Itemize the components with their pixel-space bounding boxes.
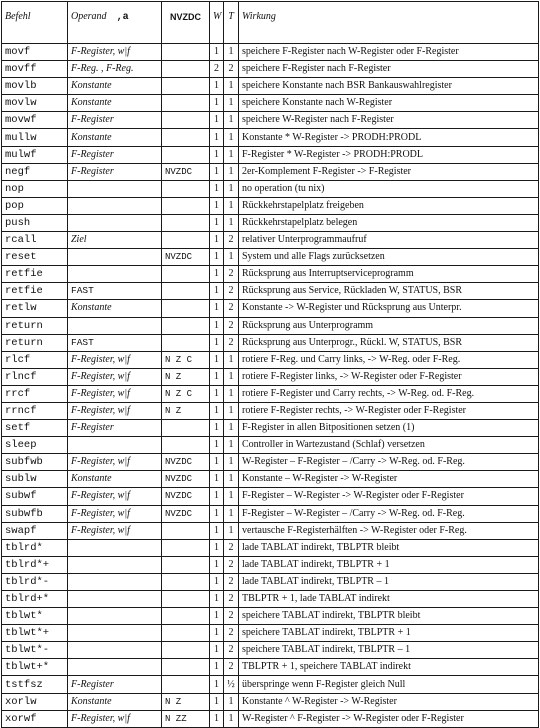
- cycles-cell: 1: [224, 368, 239, 385]
- mnemonic-cell: retfie: [2, 266, 68, 283]
- operand-cell: F-Register: [68, 676, 162, 693]
- mnemonic-cell: rrncf: [2, 402, 68, 419]
- words-cell: 1: [210, 471, 224, 488]
- effect-cell: Rückkehrstapelplatz belegen: [239, 214, 539, 231]
- table-row: [2, 608, 539, 625]
- mnemonic-cell: mulwf: [2, 146, 68, 163]
- words-cell: 1: [210, 676, 224, 693]
- flags-cell: [162, 180, 210, 197]
- cycles-cell: 1: [224, 454, 239, 471]
- operand-cell: F-Register: [68, 112, 162, 129]
- effect-cell: W-Register ^ F-Register -> W-Register oder F-Register: [239, 710, 539, 727]
- words-cell: 1: [210, 249, 224, 266]
- cycles-cell: ½: [224, 676, 239, 693]
- cycles-cell: 2: [224, 334, 239, 351]
- effect-cell: Controller in Wartezustand (Schlaf) versetzen: [239, 437, 539, 454]
- operand-cell: F-Register, w|f: [68, 351, 162, 368]
- mnemonic-cell: sleep: [2, 437, 68, 454]
- cycles-cell: 1: [224, 351, 239, 368]
- effect-cell: System und alle Flags zurücksetzen: [239, 249, 539, 266]
- cycles-cell: 2: [224, 300, 239, 317]
- cycles-cell: 1: [224, 180, 239, 197]
- flags-cell: [162, 522, 210, 539]
- mnemonic-cell: return: [2, 334, 68, 351]
- operand-cell: [68, 573, 162, 590]
- effect-cell: Konstante -> W-Register und Rücksprung aus Unterpr.: [239, 300, 539, 317]
- effect-cell: lade TABLAT indirekt, TBLPTR bleibt: [239, 539, 539, 556]
- flags-cell: N ZZ: [162, 710, 210, 727]
- cycles-cell: 2: [224, 539, 239, 556]
- effect-cell: F-Register * W-Register -> PRODH:PRODL: [239, 146, 539, 163]
- operand-cell: [68, 249, 162, 266]
- mnemonic-cell: sublw: [2, 471, 68, 488]
- mnemonic-cell: retfie: [2, 283, 68, 300]
- operand-cell: F-Register: [68, 420, 162, 437]
- header-words: W: [210, 2, 224, 44]
- mnemonic-cell: retlw: [2, 300, 68, 317]
- operand-cell: FAST: [68, 283, 162, 300]
- table-row: [2, 78, 539, 95]
- operand-cell: FAST: [68, 334, 162, 351]
- operand-cell: [68, 591, 162, 608]
- operand-cell: [68, 539, 162, 556]
- cycles-cell: 2: [224, 625, 239, 642]
- words-cell: 1: [210, 300, 224, 317]
- mnemonic-cell: swapf: [2, 522, 68, 539]
- cycles-cell: 1: [224, 146, 239, 163]
- operand-cell: F-Register: [68, 163, 162, 180]
- flags-cell: [162, 676, 210, 693]
- mnemonic-cell: tblrd*: [2, 539, 68, 556]
- operand-cell: F-Register, w|f: [68, 454, 162, 471]
- flags-cell: [162, 300, 210, 317]
- effect-cell: no operation (tu nix): [239, 180, 539, 197]
- mnemonic-cell: tblwt*-: [2, 642, 68, 659]
- flags-cell: [162, 556, 210, 573]
- cycles-cell: 2: [224, 591, 239, 608]
- table-row: [2, 61, 539, 78]
- effect-cell: speichere Konstante nach BSR Bankauswahlregister: [239, 78, 539, 95]
- operand-cell: Konstante: [68, 129, 162, 146]
- cycles-cell: 1: [224, 505, 239, 522]
- words-cell: 1: [210, 522, 224, 539]
- table-row: [2, 693, 539, 710]
- operand-cell: F-Register, w|f: [68, 368, 162, 385]
- header-row: [2, 2, 539, 44]
- mnemonic-cell: nop: [2, 180, 68, 197]
- instruction-table: [1, 1, 539, 728]
- flags-cell: [162, 437, 210, 454]
- effect-cell: F-Register in allen Bitpositionen setzen (1): [239, 420, 539, 437]
- cycles-cell: 1: [224, 693, 239, 710]
- header-wirkung: Wirkung: [239, 2, 539, 44]
- flags-cell: N Z C: [162, 385, 210, 402]
- table-row: [2, 146, 539, 163]
- table-row: [2, 710, 539, 727]
- cycles-cell: 2: [224, 642, 239, 659]
- table-row: [2, 351, 539, 368]
- words-cell: 1: [210, 180, 224, 197]
- effect-cell: Rücksprung aus Service, Rückladen W, STATUS, BSR: [239, 283, 539, 300]
- words-cell: 1: [210, 129, 224, 146]
- words-cell: 1: [210, 539, 224, 556]
- words-cell: 1: [210, 505, 224, 522]
- cycles-cell: 1: [224, 95, 239, 112]
- effect-cell: TBLPTR + 1, speichere TABLAT indirekt: [239, 659, 539, 676]
- effect-cell: speichere TABLAT indirekt, TBLPTR bleibt: [239, 608, 539, 625]
- header-befehl: Befehl: [2, 2, 68, 44]
- mnemonic-cell: tblwt+*: [2, 659, 68, 676]
- cycles-cell: 1: [224, 488, 239, 505]
- table-row: [2, 44, 539, 61]
- words-cell: 1: [210, 232, 224, 249]
- header-flags: NVZDC: [162, 2, 210, 44]
- table-row: [2, 300, 539, 317]
- table-row: [2, 402, 539, 419]
- cycles-cell: 2: [224, 573, 239, 590]
- cycles-cell: 2: [224, 317, 239, 334]
- cycles-cell: 1: [224, 471, 239, 488]
- effect-cell: rotiere F-Register und Carry rechts, -> W-Reg. od. F-Reg.: [239, 385, 539, 402]
- mnemonic-cell: subfwb: [2, 454, 68, 471]
- words-cell: 1: [210, 146, 224, 163]
- effect-cell: relativer Unterprogrammaufruf: [239, 232, 539, 249]
- flags-cell: NVZDC: [162, 505, 210, 522]
- effect-cell: rotiere F-Reg. und Carry links, -> W-Reg. oder F-Reg.: [239, 351, 539, 368]
- effect-cell: F-Register – W-Register – /Carry -> W-Reg. od. F-Reg.: [239, 505, 539, 522]
- table-row: [2, 197, 539, 214]
- words-cell: 1: [210, 78, 224, 95]
- cycles-cell: 1: [224, 710, 239, 727]
- table-row: [2, 420, 539, 437]
- header-operand: [68, 2, 162, 44]
- words-cell: 1: [210, 710, 224, 727]
- operand-cell: [68, 197, 162, 214]
- mnemonic-cell: tblwt*: [2, 608, 68, 625]
- table-row: [2, 522, 539, 539]
- mnemonic-cell: reset: [2, 249, 68, 266]
- table-row: [2, 625, 539, 642]
- mnemonic-cell: tblrd*+: [2, 556, 68, 573]
- mnemonic-cell: pop: [2, 197, 68, 214]
- mnemonic-cell: rlcf: [2, 351, 68, 368]
- cycles-cell: 1: [224, 249, 239, 266]
- table-row: [2, 454, 539, 471]
- table-row: [2, 266, 539, 283]
- flags-cell: [162, 129, 210, 146]
- flags-cell: [162, 573, 210, 590]
- operand-cell: F-Register, w|f: [68, 488, 162, 505]
- flags-cell: [162, 112, 210, 129]
- cycles-cell: 1: [224, 129, 239, 146]
- table-row: [2, 95, 539, 112]
- flags-cell: [162, 420, 210, 437]
- table-row: [2, 556, 539, 573]
- table-row: [2, 471, 539, 488]
- flags-cell: N Z: [162, 402, 210, 419]
- flags-cell: N Z: [162, 368, 210, 385]
- operand-cell: F-Register, w|f: [68, 402, 162, 419]
- flags-cell: [162, 642, 210, 659]
- table-row: [2, 112, 539, 129]
- table-row: [2, 437, 539, 454]
- mnemonic-cell: subwf: [2, 488, 68, 505]
- mnemonic-cell: movlb: [2, 78, 68, 95]
- table-row: [2, 249, 539, 266]
- words-cell: 1: [210, 334, 224, 351]
- mnemonic-cell: subwfb: [2, 505, 68, 522]
- table-body: [2, 44, 539, 728]
- operand-cell: [68, 266, 162, 283]
- flags-cell: [162, 591, 210, 608]
- cycles-cell: 1: [224, 44, 239, 61]
- table-row: [2, 129, 539, 146]
- words-cell: 1: [210, 112, 224, 129]
- flags-cell: N Z: [162, 693, 210, 710]
- words-cell: 1: [210, 642, 224, 659]
- effect-cell: 2er-Komplement F-Register -> F-Register: [239, 163, 539, 180]
- cycles-cell: 2: [224, 659, 239, 676]
- mnemonic-cell: mullw: [2, 129, 68, 146]
- words-cell: 1: [210, 591, 224, 608]
- table-row: [2, 232, 539, 249]
- cycles-cell: 2: [224, 556, 239, 573]
- header-operand-label: Operand: [71, 11, 107, 22]
- table-row: [2, 283, 539, 300]
- mnemonic-cell: xorwf: [2, 710, 68, 727]
- effect-cell: Konstante * W-Register -> PRODH:PRODL: [239, 129, 539, 146]
- words-cell: 1: [210, 454, 224, 471]
- words-cell: 1: [210, 488, 224, 505]
- header-cycles: T: [224, 2, 239, 44]
- words-cell: 1: [210, 556, 224, 573]
- operand-cell: [68, 317, 162, 334]
- effect-cell: speichere TABLAT indirekt, TBLPTR + 1: [239, 625, 539, 642]
- effect-cell: vertausche F-Registerhälften -> W-Register oder F-Reg.: [239, 522, 539, 539]
- words-cell: 1: [210, 283, 224, 300]
- words-cell: 1: [210, 608, 224, 625]
- operand-cell: Konstante: [68, 471, 162, 488]
- flags-cell: [162, 95, 210, 112]
- words-cell: 1: [210, 163, 224, 180]
- cycles-cell: 1: [224, 197, 239, 214]
- flags-cell: [162, 232, 210, 249]
- table-row: [2, 573, 539, 590]
- words-cell: 2: [210, 61, 224, 78]
- flags-cell: [162, 197, 210, 214]
- effect-cell: Rücksprung aus Interruptserviceprogramm: [239, 266, 539, 283]
- cycles-cell: 2: [224, 608, 239, 625]
- effect-cell: speichere Konstante nach W-Register: [239, 95, 539, 112]
- table-row: [2, 163, 539, 180]
- operand-cell: [68, 625, 162, 642]
- mnemonic-cell: xorlw: [2, 693, 68, 710]
- table-row: [2, 385, 539, 402]
- operand-cell: Ziel: [68, 232, 162, 249]
- table-row: [2, 488, 539, 505]
- cycles-cell: 1: [224, 214, 239, 231]
- mnemonic-cell: movf: [2, 44, 68, 61]
- flags-cell: [162, 334, 210, 351]
- cycles-cell: 1: [224, 78, 239, 95]
- flags-cell: NVZDC: [162, 488, 210, 505]
- operand-cell: Konstante: [68, 300, 162, 317]
- cycles-cell: 2: [224, 232, 239, 249]
- effect-cell: TBLPTR + 1, lade TABLAT indirekt: [239, 591, 539, 608]
- flags-cell: [162, 146, 210, 163]
- operand-cell: [68, 437, 162, 454]
- flags-cell: [162, 625, 210, 642]
- words-cell: 1: [210, 573, 224, 590]
- effect-cell: überspringe wenn F-Register gleich Null: [239, 676, 539, 693]
- operand-cell: F-Register, w|f: [68, 710, 162, 727]
- effect-cell: speichere W-Register nach F-Register: [239, 112, 539, 129]
- flags-cell: N Z C: [162, 351, 210, 368]
- mnemonic-cell: push: [2, 214, 68, 231]
- words-cell: 1: [210, 197, 224, 214]
- mnemonic-cell: tstfsz: [2, 676, 68, 693]
- cycles-cell: 2: [224, 61, 239, 78]
- operand-cell: F-Register: [68, 146, 162, 163]
- table-row: [2, 676, 539, 693]
- words-cell: 1: [210, 317, 224, 334]
- table-row: [2, 180, 539, 197]
- cycles-cell: 1: [224, 420, 239, 437]
- operand-cell: F-Register, w|f: [68, 385, 162, 402]
- flags-cell: NVZDC: [162, 163, 210, 180]
- operand-cell: Konstante: [68, 95, 162, 112]
- effect-cell: Konstante ^ W-Register -> W-Register: [239, 693, 539, 710]
- flags-cell: [162, 659, 210, 676]
- flags-cell: [162, 78, 210, 95]
- header-access-bit: ,a: [116, 12, 129, 23]
- table-row: [2, 317, 539, 334]
- words-cell: 1: [210, 44, 224, 61]
- effect-cell: rotiere F-Register rechts, -> W-Register oder F-Register: [239, 402, 539, 419]
- effect-cell: lade TABLAT indirekt, TBLPTR + 1: [239, 556, 539, 573]
- mnemonic-cell: tblrd*-: [2, 573, 68, 590]
- words-cell: 1: [210, 437, 224, 454]
- words-cell: 1: [210, 368, 224, 385]
- operand-cell: [68, 180, 162, 197]
- operand-cell: Konstante: [68, 693, 162, 710]
- operand-cell: [68, 608, 162, 625]
- effect-cell: Konstante – W-Register -> W-Register: [239, 471, 539, 488]
- mnemonic-cell: movff: [2, 61, 68, 78]
- operand-cell: Konstante: [68, 78, 162, 95]
- words-cell: 1: [210, 95, 224, 112]
- words-cell: 1: [210, 402, 224, 419]
- words-cell: 1: [210, 266, 224, 283]
- effect-cell: lade TABLAT indirekt, TBLPTR – 1: [239, 573, 539, 590]
- flags-cell: [162, 608, 210, 625]
- words-cell: 1: [210, 214, 224, 231]
- operand-cell: [68, 556, 162, 573]
- effect-cell: W-Register – F-Register – /Carry -> W-Reg. od. F-Reg.: [239, 454, 539, 471]
- operand-cell: F-Reg. , F-Reg.: [68, 61, 162, 78]
- cycles-cell: 1: [224, 402, 239, 419]
- flags-cell: NVZDC: [162, 471, 210, 488]
- cycles-cell: 2: [224, 266, 239, 283]
- mnemonic-cell: setf: [2, 420, 68, 437]
- flags-cell: [162, 283, 210, 300]
- flags-cell: NVZDC: [162, 249, 210, 266]
- table-row: [2, 214, 539, 231]
- flags-cell: [162, 539, 210, 556]
- effect-cell: speichere TABLAT indirekt, TBLPTR – 1: [239, 642, 539, 659]
- cycles-cell: 1: [224, 163, 239, 180]
- effect-cell: speichere F-Register nach F-Register: [239, 61, 539, 78]
- mnemonic-cell: tblrd+*: [2, 591, 68, 608]
- cycles-cell: 1: [224, 437, 239, 454]
- flags-cell: [162, 61, 210, 78]
- table-row: [2, 539, 539, 556]
- cycles-cell: 1: [224, 112, 239, 129]
- words-cell: 1: [210, 385, 224, 402]
- effect-cell: F-Register – W-Register -> W-Register oder F-Register: [239, 488, 539, 505]
- mnemonic-cell: movwf: [2, 112, 68, 129]
- cycles-cell: 1: [224, 522, 239, 539]
- operand-cell: [68, 659, 162, 676]
- words-cell: 1: [210, 351, 224, 368]
- mnemonic-cell: rrcf: [2, 385, 68, 402]
- table-row: [2, 642, 539, 659]
- table-row: [2, 659, 539, 676]
- words-cell: 1: [210, 693, 224, 710]
- operand-cell: [68, 642, 162, 659]
- table-row: [2, 368, 539, 385]
- mnemonic-cell: rcall: [2, 232, 68, 249]
- words-cell: 1: [210, 659, 224, 676]
- table-row: [2, 591, 539, 608]
- operand-cell: F-Register, w|f: [68, 505, 162, 522]
- effect-cell: Rückkehrstapelplatz freigeben: [239, 197, 539, 214]
- cycles-cell: 1: [224, 385, 239, 402]
- flags-cell: [162, 317, 210, 334]
- flags-cell: NVZDC: [162, 454, 210, 471]
- words-cell: 1: [210, 420, 224, 437]
- flags-cell: [162, 266, 210, 283]
- table-row: [2, 505, 539, 522]
- mnemonic-cell: return: [2, 317, 68, 334]
- cycles-cell: 2: [224, 283, 239, 300]
- operand-cell: F-Register, w|f: [68, 44, 162, 61]
- operand-cell: F-Register, w|f: [68, 522, 162, 539]
- table-row: [2, 334, 539, 351]
- words-cell: 1: [210, 625, 224, 642]
- operand-cell: [68, 214, 162, 231]
- flags-cell: [162, 44, 210, 61]
- effect-cell: rotiere F-Register links, -> W-Register oder F-Register: [239, 368, 539, 385]
- effect-cell: speichere F-Register nach W-Register oder F-Register: [239, 44, 539, 61]
- effect-cell: Rücksprung aus Unterprogramm: [239, 317, 539, 334]
- mnemonic-cell: rlncf: [2, 368, 68, 385]
- mnemonic-cell: movlw: [2, 95, 68, 112]
- mnemonic-cell: negf: [2, 163, 68, 180]
- mnemonic-cell: tblwt*+: [2, 625, 68, 642]
- flags-cell: [162, 214, 210, 231]
- effect-cell: Rücksprung aus Unterprogr., Rückl. W, STATUS, BSR: [239, 334, 539, 351]
